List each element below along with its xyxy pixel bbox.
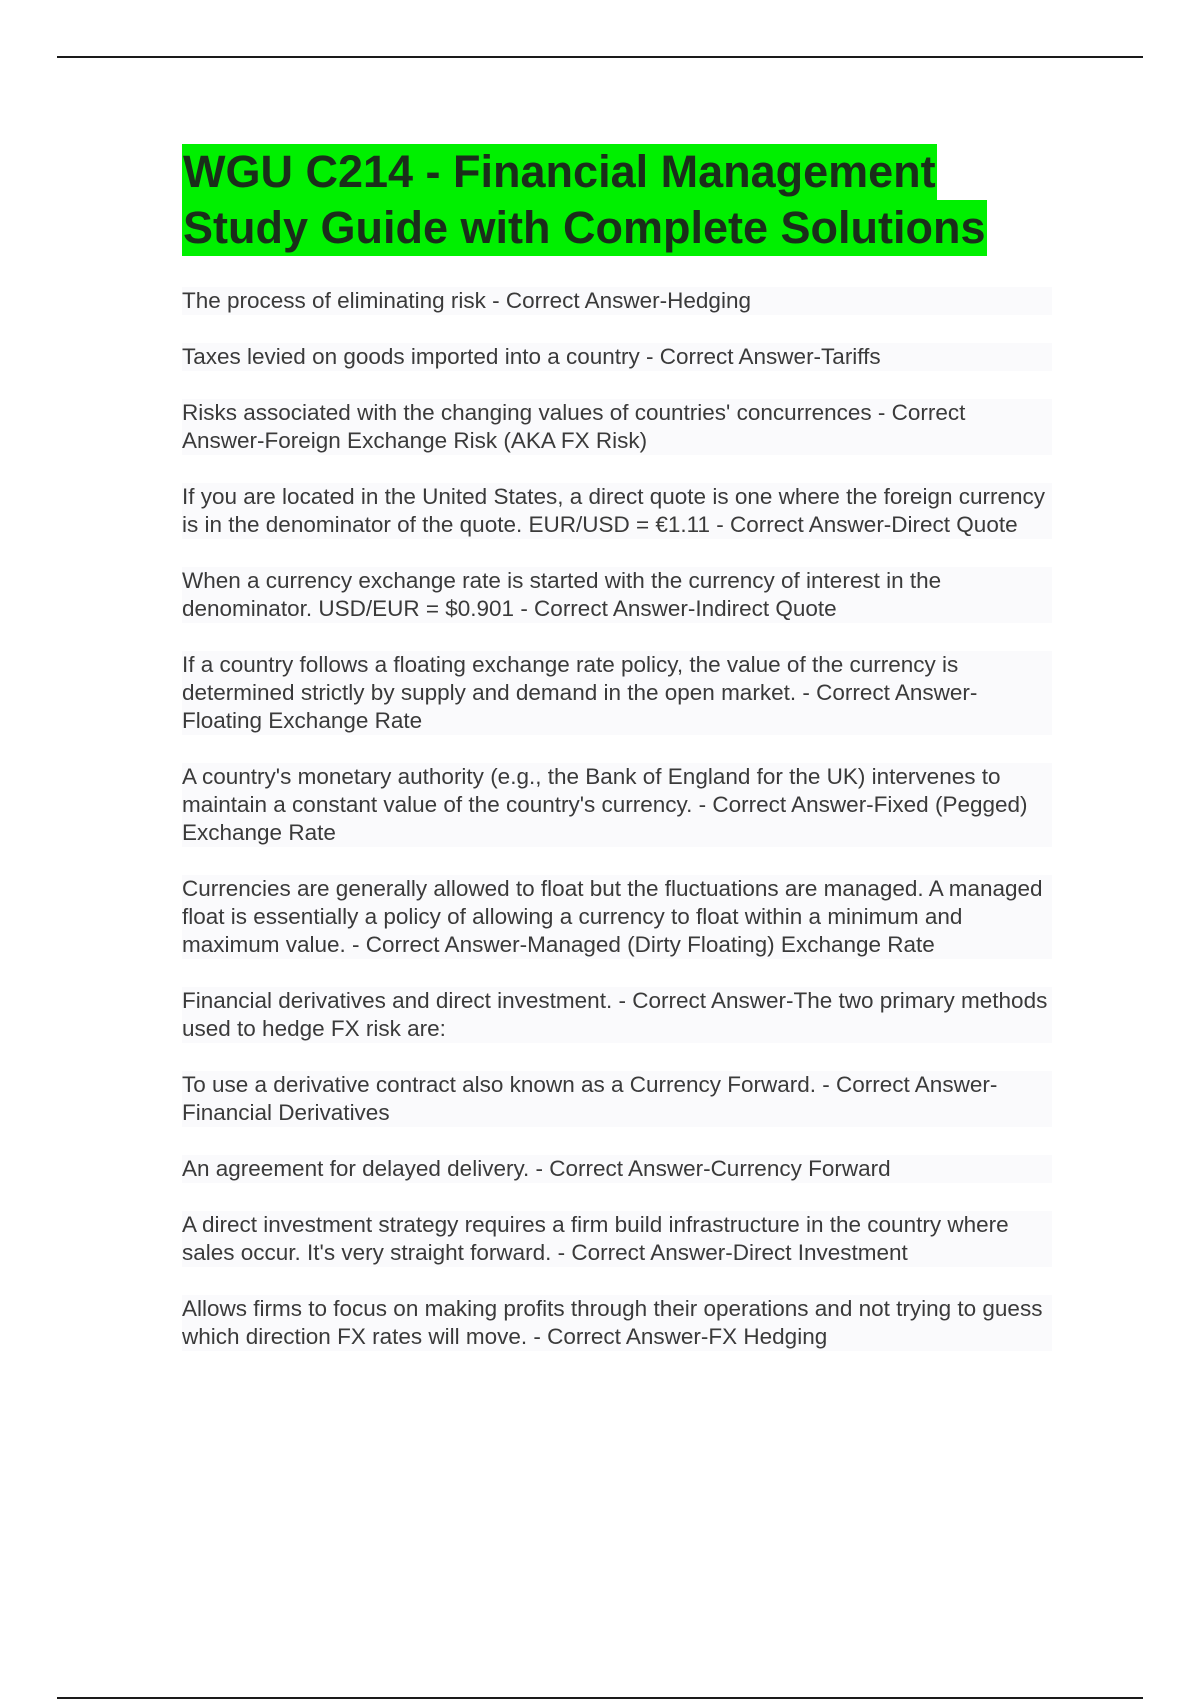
qa-item: Currencies are generally allowed to float but the fluctuations are managed. A managed float is essentially a policy of allowing a currency to float within a minimum and maximum value. - Correct Answer-Managed (Dirty Floating) Exchange Rate xyxy=(182,875,1052,959)
title-line-2: Study Guide with Complete Solutions xyxy=(182,200,987,256)
qa-item: A direct investment strategy requires a firm build infrastructure in the country where sales occur. It's very straight forward. - Correct Answer-Direct Investment xyxy=(182,1211,1052,1267)
qa-item: An agreement for delayed delivery. - Correct Answer-Currency Forward xyxy=(182,1155,1052,1183)
qa-list xyxy=(182,287,1052,1351)
title-line-1: WGU C214 - Financial Management xyxy=(182,144,937,200)
top-rule xyxy=(57,56,1143,58)
qa-item: Allows firms to focus on making profits through their operations and not trying to guess which direction FX rates will move. - Correct Answer-FX Hedging xyxy=(182,1295,1052,1351)
qa-item: The process of eliminating risk - Correct Answer-Hedging xyxy=(182,287,1052,315)
qa-item: To use a derivative contract also known as a Currency Forward. - Correct Answer-Financial Derivatives xyxy=(182,1071,1052,1127)
qa-item: If a country follows a floating exchange rate policy, the value of the currency is determined strictly by supply and demand in the open market. - Correct Answer-Floating Exchange Rate xyxy=(182,651,1052,735)
qa-item: If you are located in the United States, a direct quote is one where the foreign currency is in the denominator of the quote. EUR/USD = €1.11 - Correct Answer-Direct Quote xyxy=(182,483,1052,539)
qa-item: A country's monetary authority (e.g., the Bank of England for the UK) intervenes to maintain a constant value of the country's currency. - Correct Answer-Fixed (Pegged) Exchange Rate xyxy=(182,763,1052,847)
document-body xyxy=(182,144,1052,1379)
qa-item: Risks associated with the changing values of countries' concurrences - Correct Answer-Foreign Exchange Risk (AKA FX Risk) xyxy=(182,399,1052,455)
document-title xyxy=(182,144,1052,256)
bottom-rule xyxy=(57,1697,1143,1699)
qa-item: When a currency exchange rate is started with the currency of interest in the denominator. USD/EUR = $0.901 - Correct Answer-Indirect Quote xyxy=(182,567,1052,623)
qa-item: Taxes levied on goods imported into a country - Correct Answer-Tariffs xyxy=(182,343,1052,371)
qa-item: Financial derivatives and direct investment. - Correct Answer-The two primary methods used to hedge FX risk are: xyxy=(182,987,1052,1043)
